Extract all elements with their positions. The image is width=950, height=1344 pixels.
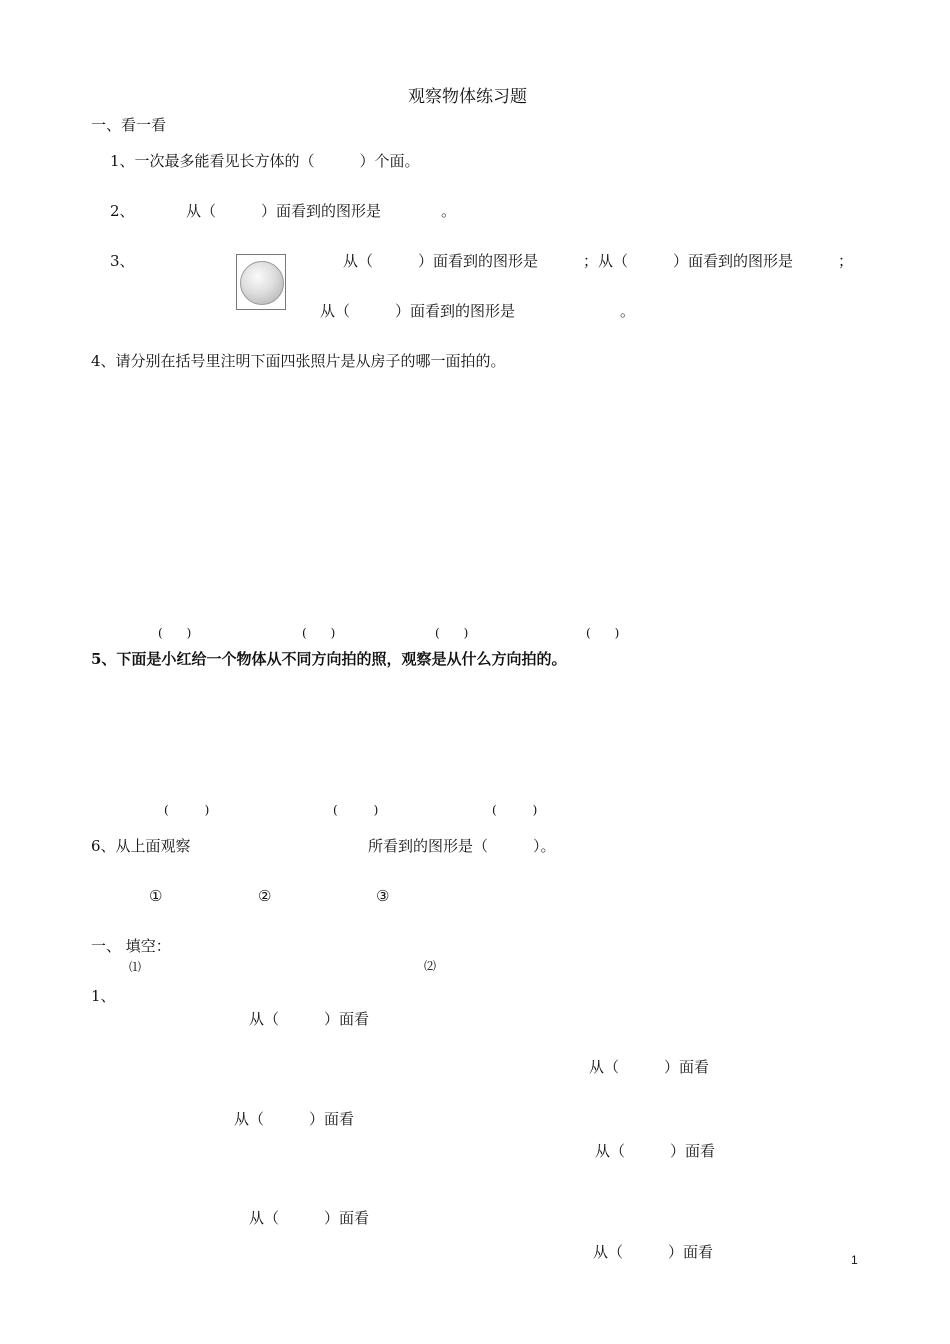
question-3-line-1: 从（ ）面看到的图形是 ；从（ ）面看到的图形是 ； [343, 252, 854, 270]
question-3-line-2: 从（ ）面看到的图形是 。 [320, 302, 636, 320]
q5-blank-3: ( ) [492, 803, 538, 817]
question-6-a: 6、从上面观察 [91, 837, 191, 855]
view-label-5: 从（ ）面看 [249, 1209, 370, 1227]
question-4: 4、请分别在括号里注明下面四张照片是从房子的哪一面拍的。 [91, 352, 506, 370]
fill-item-number: 1、 [91, 987, 116, 1005]
question-5: 5、下面是小红给一个物体从不同方向拍的照，观察是从什么方向拍的。 [91, 650, 567, 668]
q6-option-2: ② [258, 887, 272, 905]
question-3-number: 3、 [110, 252, 135, 270]
q6-option-1: ① [149, 887, 163, 905]
question-2-text: 从（ ）面看到的图形是 。 [186, 202, 457, 220]
view-label-6: 从（ ）面看 [593, 1243, 714, 1261]
sphere-image [236, 254, 286, 310]
page-number: 1 [851, 1253, 858, 1267]
q4-blank-2: ( ) [302, 626, 336, 640]
page-title: 观察物体练习题 [408, 87, 527, 107]
q5-blank-2: ( ) [333, 803, 379, 817]
section-heading-fill: 一、 填空： [91, 937, 171, 955]
sub-label-1: ⑴ [129, 960, 142, 974]
q5-blank-1: ( ) [164, 803, 210, 817]
question-2-number: 2、 [110, 202, 135, 220]
view-label-1: 从（ ）面看 [249, 1010, 370, 1028]
section-heading-look: 一、看一看 [91, 116, 167, 134]
q4-blank-1: ( ) [158, 626, 192, 640]
q4-blank-3: ( ) [435, 626, 469, 640]
question-1: 1、一次最多能看见长方体的（ ）个面。 [110, 152, 420, 170]
q6-option-3: ③ [376, 887, 390, 905]
view-label-2: 从（ ）面看 [589, 1058, 710, 1076]
q4-blank-4: ( ) [586, 626, 620, 640]
view-label-4: 从（ ）面看 [595, 1142, 716, 1160]
question-6-b: 所看到的图形是（ ）。 [368, 837, 556, 855]
view-label-3: 从（ ）面看 [234, 1110, 355, 1128]
sphere-icon [240, 261, 284, 305]
sub-label-2: ⑵ [424, 959, 437, 973]
